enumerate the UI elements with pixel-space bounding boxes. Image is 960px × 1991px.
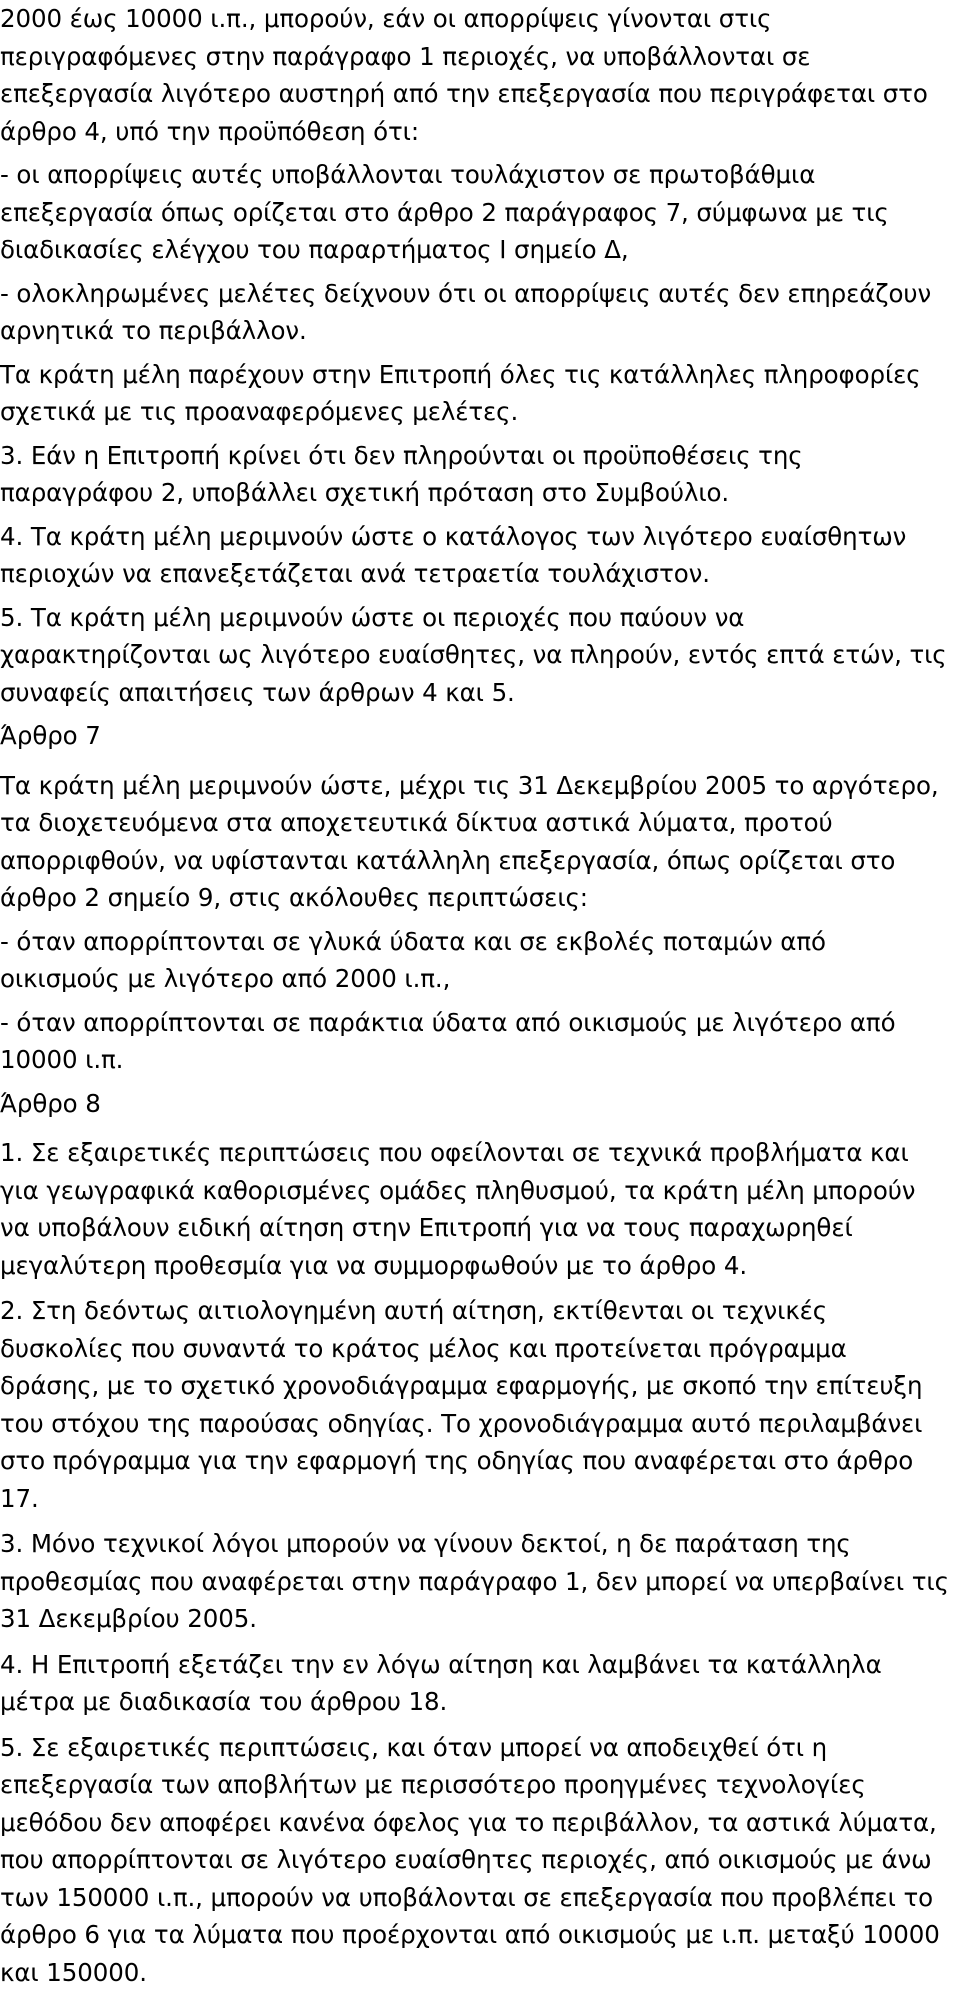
article-8-heading: Άρθρο 8: [0, 1085, 952, 1123]
paragraph-point-5: 5. Τα κράτη μέλη μεριμνούν ώστε οι περιοχές που παύουν να χαρακτηρίζονται ως λιγότερο ευαίσθητες, να πληρούν, εντός επτά ετών, τις συναφείς απαιτήσεις των άρθρων 4 και 5.: [0, 599, 952, 712]
paragraph-article-8-point-2: 2. Στη δεόντως αιτιολογημένη αυτή αίτηση, εκτίθενται οι τεχνικές δυσκολίες που συναντά το κράτος μέλος και προτείνεται πρόγραμμα δράσης, με το σχετικό χρονοδιάγραμμα εφαρμογής, με σκοπό την επίτευξη του στόχου της παρούσας οδηγίας. Το χρονοδιάγραμμα αυτό περιλαμβάνει στο πρόγραμμα για την εφαρμογή της οδηγίας που αναφέρεται στο άρθρο 17.: [0, 1292, 952, 1517]
article-7-heading: Άρθρο 7: [0, 717, 952, 755]
paragraph-article-8-point-1: 1. Σε εξαιρετικές περιπτώσεις που οφείλονται σε τεχνικά προβλήματα και για γεωγραφικά καθορισμένες ομάδες πληθυσμού, τα κράτη μέλη μπορούν να υποβάλουν ειδική αίτηση στην Επιτροπή για να τους παραχωρηθεί μεγαλύτερη προθεσμία για να συμμορφωθούν με το άρθρο 4.: [0, 1134, 952, 1284]
paragraph-article-8-point-4: 4. Η Επιτροπή εξετάζει την εν λόγω αίτηση και λαμβάνει τα κατάλληλα μέτρα με διαδικασία του άρθρου 18.: [0, 1646, 952, 1721]
paragraph-point-3: 3. Εάν η Επιτροπή κρίνει ότι δεν πληρούνται οι προϋποθέσεις της παραγράφου 2, υποβάλλει σχετική πρόταση στο Συμβούλιο.: [0, 437, 952, 512]
paragraph-article-7-body: Τα κράτη μέλη μεριμνούν ώστε, μέχρι τις 31 Δεκεμβρίου 2005 το αργότερο, τα διοχετευόμενα στα αποχετευτικά δίκτυα αστικά λύματα, προτού απορριφθούν, να υφίστανται κατάλληλη επεξεργασία, όπως ορίζεται στο άρθρο 2 σημείο 9, στις ακόλουθες περιπτώσεις:: [0, 767, 952, 917]
paragraph-point-4: 4. Τα κράτη μέλη μεριμνούν ώστε ο κατάλογος των λιγότερο ευαίσθητων περιοχών να επανεξετάζεται ανά τετραετία τουλάχιστον.: [0, 518, 952, 593]
paragraph-bullet-coastal-waters: - όταν απορρίπτονται σε παράκτια ύδατα από οικισμούς με λιγότερο από 10000 ι.π.: [0, 1004, 952, 1079]
paragraph-article-8-point-3: 3. Μόνο τεχνικοί λόγοι μπορούν να γίνουν δεκτοί, η δε παράταση της προθεσμίας που αναφέρεται στην παράγραφο 1, δεν μπορεί να υπερβαίνει τις 31 Δεκεμβρίου 2005.: [0, 1525, 952, 1638]
paragraph-bullet-studies: - ολοκληρωμένες μελέτες δείχνουν ότι οι απορρίψεις αυτές δεν επηρεάζουν αρνητικά το περιβάλλον.: [0, 275, 952, 350]
paragraph-intro-continuation: 2000 έως 10000 ι.π., μπορούν, εάν οι απορρίψεις γίνονται στις περιγραφόμενες στην παράγραφο 1 περιοχές, να υποβάλλονται σε επεξεργασία λιγότερο αυστηρή από την επεξεργασία που περιγράφεται στο άρθρο 4, υπό την προϋπόθεση ότι:: [0, 0, 952, 150]
paragraph-bullet-primary-treatment: - οι απορρίψεις αυτές υποβάλλονται τουλάχιστον σε πρωτοβάθμια επεξεργασία όπως ορίζεται στο άρθρο 2 παράγραφος 7, σύμφωνα με τις διαδικασίες ελέγχου του παραρτήματος Ι σημείο Δ,: [0, 156, 952, 269]
paragraph-member-states-info: Τα κράτη μέλη παρέχουν στην Επιτροπή όλες τις κατάλληλες πληροφορίες σχετικά με τις προαναφερόμενες μελέτες.: [0, 356, 952, 431]
paragraph-article-8-point-5: 5. Σε εξαιρετικές περιπτώσεις, και όταν μπορεί να αποδειχθεί ότι η επεξεργασία των αποβλήτων με περισσότερο προηγμένες τεχνολογίες μεθόδου δεν αποφέρει κανένα όφελος για το περιβάλλον, τα αστικά λύματα, που απορρίπτονται σε λιγότερο ευαίσθητες περιοχές, από οικισμούς με άνω των 150000 ι.π., μπορούν να υποβάλονται σε επεξεργασία που προβλέπει το άρθρο 6 για τα λύματα που προέρχονται από οικισμούς με ι.π. μεταξύ 10000 και 150000.: [0, 1729, 952, 1991]
paragraph-bullet-fresh-waters: - όταν απορρίπτονται σε γλυκά ύδατα και σε εκβολές ποταμών από οικισμούς με λιγότερο από 2000 ι.π.,: [0, 923, 952, 998]
